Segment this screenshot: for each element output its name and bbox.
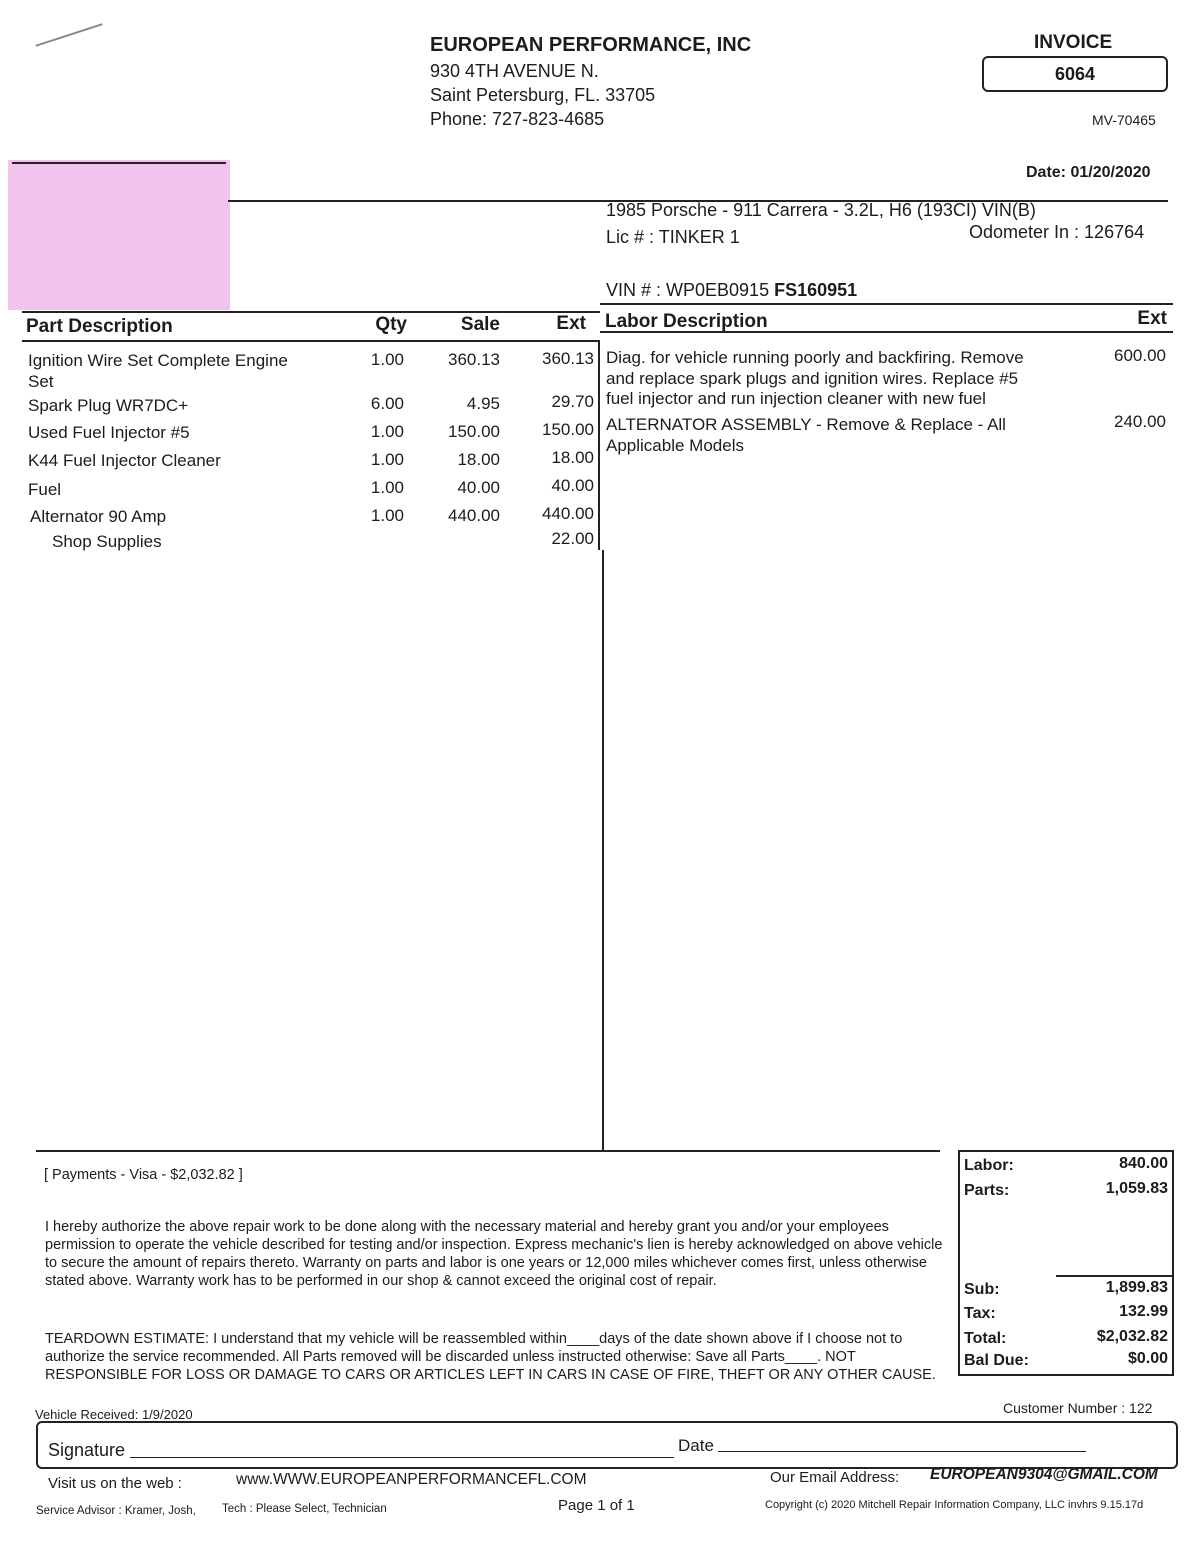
company-name: EUROPEAN PERFORMANCE, INC	[430, 34, 752, 56]
part-ext: 18.00	[551, 448, 594, 467]
parts-total: 1,059.83	[1105, 1180, 1168, 1197]
signature-label: Signature	[48, 1440, 126, 1460]
vin: VIN # : WP0EB0915 FS160951	[606, 280, 858, 300]
part-sale: 40.00	[457, 478, 500, 497]
labor-ext: 600.00	[1114, 346, 1166, 365]
part-qty: 1.00	[370, 506, 404, 525]
divider	[36, 1150, 940, 1152]
odometer: Odometer In : 126764	[969, 222, 1145, 242]
date-line[interactable]	[718, 1451, 1086, 1452]
part-qty: 1.00	[370, 422, 404, 441]
invoice-date: Date: 01/20/2020	[1026, 164, 1151, 181]
license-plate: Lic # : TINKER 1	[606, 227, 740, 247]
copyright: Copyright (c) 2020 Mitchell Repair Information Company, LLC invhrs 9.15.17d	[765, 1499, 1144, 1511]
part-description-header: Part Description	[26, 316, 173, 337]
part-ext: 22.00	[551, 529, 594, 548]
part-sale: 360.13	[448, 350, 500, 369]
pen-mark	[35, 23, 102, 47]
email-label: Our Email Address:	[770, 1469, 900, 1486]
company-city: Saint Petersburg, FL. 33705	[430, 85, 656, 105]
vehicle-received: Vehicle Received: 1/9/2020	[35, 1407, 193, 1422]
part-ext: 440.00	[542, 504, 594, 523]
part-desc: Used Fuel Injector #5	[28, 423, 190, 442]
customer-number: Customer Number : 122	[1003, 1400, 1153, 1416]
date-label: Date	[678, 1436, 714, 1455]
part-desc-cont: Set	[28, 372, 54, 391]
part-qty: 1.00	[370, 350, 404, 369]
company-address: 930 4TH AVENUE N.	[430, 61, 599, 81]
part-ext: 29.70	[551, 392, 594, 411]
part-qty: 6.00	[370, 394, 404, 413]
subtotal: 1,899.83	[1105, 1279, 1168, 1296]
signature-line[interactable]	[130, 1457, 674, 1458]
redacted-customer-info	[8, 160, 230, 310]
labor-desc: Diag. for vehicle running poorly and backfiring. Remove and replace spark plugs and ignition wires. Replace #5 fuel injector and run injection cleaner with new fuel	[606, 348, 1024, 408]
part-desc: Fuel	[28, 480, 62, 499]
grand-total: $2,032.82	[1096, 1328, 1168, 1345]
part-desc: Alternator 90 Amp	[30, 507, 167, 526]
tax: 132.99	[1119, 1303, 1168, 1320]
divider	[600, 303, 1173, 305]
email[interactable]: EUROPEAN9304@GMAIL.COM	[930, 1466, 1158, 1483]
service-advisor: Service Advisor : Kramer, Josh,	[36, 1505, 196, 1517]
part-sale: 4.95	[466, 394, 500, 413]
part-desc: Ignition Wire Set Complete Engine	[28, 351, 288, 370]
sale-header: Sale	[460, 314, 500, 335]
part-qty: 1.00	[370, 450, 404, 469]
balance-due: $0.00	[1127, 1350, 1168, 1367]
invoice-label: INVOICE	[1034, 32, 1113, 53]
divider	[22, 311, 600, 313]
labor-description-header: Labor Description	[605, 311, 768, 332]
column-divider	[598, 340, 600, 550]
part-ext: 40.00	[551, 476, 594, 495]
part-desc: Shop Supplies	[52, 532, 162, 551]
subtotal-label: Sub:	[964, 1281, 1000, 1298]
parts-total-label: Parts:	[964, 1182, 1010, 1199]
tax-label: Tax:	[964, 1305, 996, 1322]
divider	[22, 340, 600, 342]
part-ext: 150.00	[542, 420, 594, 439]
labor-total: 840.00	[1119, 1155, 1168, 1172]
qty-header: Qty	[375, 314, 407, 335]
part-desc: Spark Plug WR7DC+	[28, 396, 189, 415]
company-phone: Phone: 727-823-4685	[430, 109, 605, 129]
divider	[1056, 1275, 1172, 1277]
payments: [ Payments - Visa - $2,032.82 ]	[44, 1167, 243, 1183]
technician: Tech : Please Select, Technician	[222, 1503, 387, 1515]
signature-box	[36, 1421, 1178, 1469]
labor-total-label: Labor:	[964, 1157, 1014, 1174]
website[interactable]: www.WWW.EUROPEANPERFORMANCEFL.COM	[236, 1471, 587, 1488]
labor-desc: ALTERNATOR ASSEMBLY - Remove & Replace - All Applicable Models	[606, 415, 1006, 455]
column-divider	[602, 550, 604, 1150]
part-desc: K44 Fuel Injector Cleaner	[28, 451, 221, 470]
divider	[600, 331, 1173, 333]
page-number: Page 1 of 1	[558, 1497, 635, 1514]
part-sale: 440.00	[448, 506, 500, 525]
part-sale: 18.00	[457, 450, 500, 469]
web-label: Visit us on the web :	[48, 1475, 182, 1492]
divider	[12, 162, 226, 164]
vehicle-description: 1985 Porsche - 911 Carrera - 3.2L, H6 (193CI) VIN(B)	[606, 200, 1036, 220]
authorization-text: I hereby authorize the above repair work to be done along with the necessary material and hereby grant you and/or your employees permission to operate the vehicle described for testing and/or inspection. Express mechanic's lien is hereby acknowledged on above vehicle to secure the amount of repairs thereto. Warranty on parts and labor is one years or 12,000 miles whichever comes first, unless otherwise stated above. Warranty work has to be performed in our shop & cannot exceed the original cost of repair.	[45, 1219, 943, 1289]
part-qty: 1.00	[370, 478, 404, 497]
teardown-text: TEARDOWN ESTIMATE: I understand that my vehicle will be reassembled within____days of the date shown above if I choose not to authorize the service recommended. All Parts removed will be discarded unless instructed otherwise: Save all Parts____. NOT RESPONSIBLE FOR LOSS OR DAMAGE TO CARS OR ARTICLES LEFT IN CARS IN CASE OF FIRE, THEFT OR ANY OTHER CAUSE.	[45, 1331, 936, 1383]
labor-ext: 240.00	[1114, 412, 1166, 431]
labor-ext-header: Ext	[1137, 308, 1167, 329]
mv-number: MV-70465	[1092, 112, 1156, 128]
part-ext: 360.13	[542, 349, 594, 368]
part-sale: 150.00	[448, 422, 500, 441]
balance-due-label: Bal Due:	[964, 1352, 1029, 1369]
invoice-number: 6064	[982, 56, 1168, 92]
grand-total-label: Total:	[964, 1330, 1007, 1347]
ext-header: Ext	[556, 313, 586, 334]
